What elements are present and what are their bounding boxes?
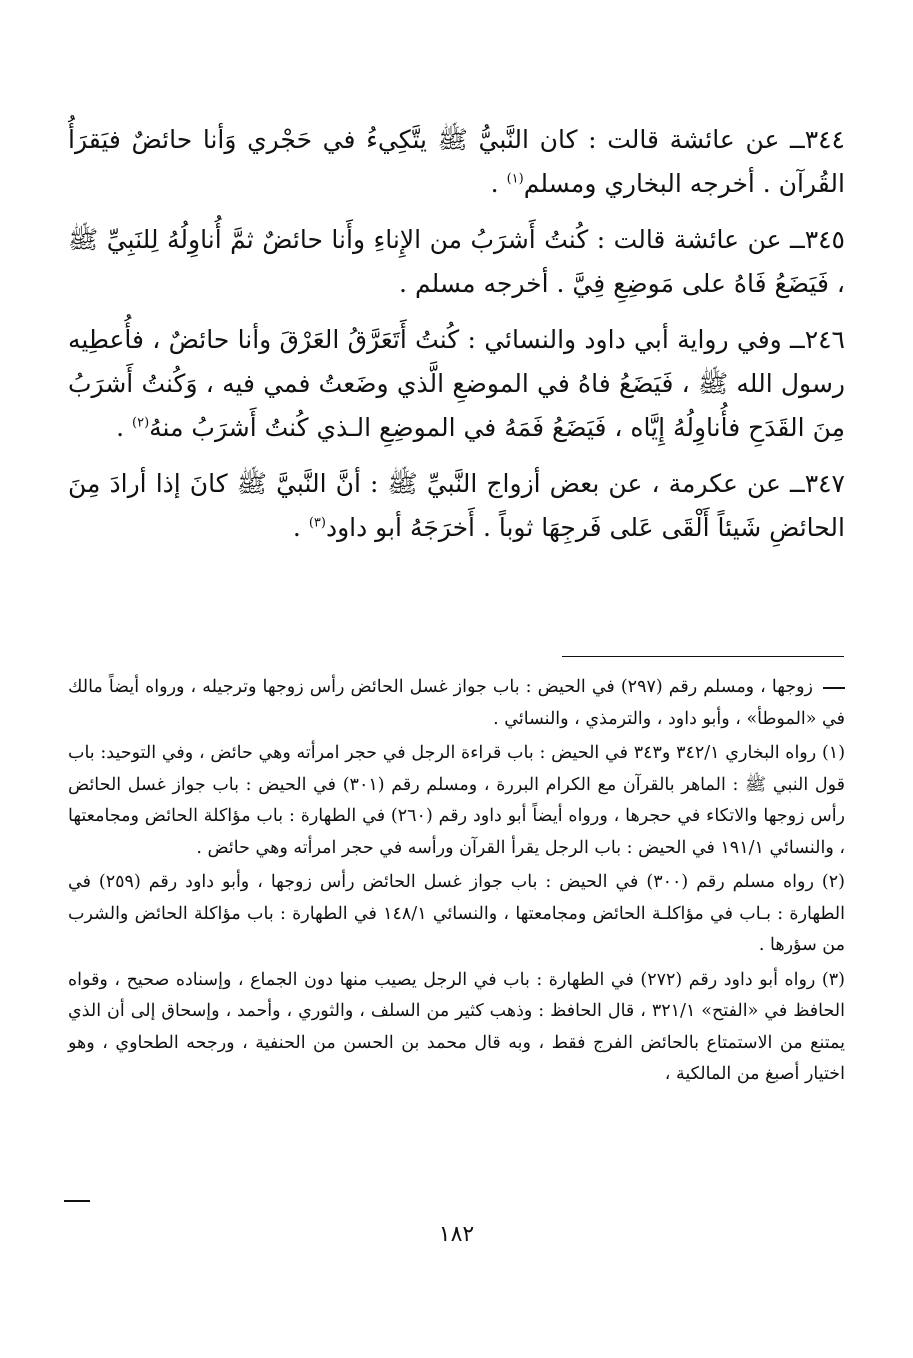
hadith-text: ٣٤٧ــ عن عكرمة ، عن بعض أزواج النَّبيِّ ﷺ : أنَّ النَّبيَّ ﷺ كانَ إذا أرادَ مِنَ الحائضِ شَيئاً أَلْقَى عَلى فَرجِهَا ثوباً . أَخرَجَهُ أبو داود [68,469,845,542]
footnote-marker: (٢) [821,872,845,892]
footnote-reference: (٢) [132,415,150,431]
hadith-text: ٣٤٥ــ عن عائشة قالت : كُنتُ أَشرَبُ من الإِناءِ وأَنا حائضٌ ثمَّ أُناوِلُهُ لِلنَبِيِّ ﷺ ، فَيَضَعُ فَاهُ على مَوضِعِ فِيَّ . أخرجه مسلم . [68,225,845,298]
footnote-text: رواه البخاري ٣٤٢/١ و٣٤٣ في الحيض : باب قراءة الرجل في حجر امرأته وهي حائض ، وفي التوحيد: باب قول النبي ﷺ : الماهر بالقرآن مع الكرام البررة ، ومسلم رقم (٣٠١) في الحيض : باب جواز غسل الحائض رأس زوجها والاتكاء في حجرها ، ورواه أيضاً أبو داود رقم (٢٦٠) في الطهارة : باب مؤاكلة الحائض ومجامعتها ، والنسائي ١٩١/١ في الحيض : باب الرجل يقرأ القرآن ورأسه في حجر امرأته وهي حائض . [68,743,846,858]
hadith-text: ٣٤٤ــ عن عائشة قالت : كان النَّبيُّ ﷺ يتَّكِيءُ في حَجْري وَأنا حائضٌ فيَقرَأُ القُرآن . أخرجه البخاري ومسلم [68,125,845,198]
hadith-345 [68,218,845,306]
footnote-text: رواه مسلم رقم (٣٠٠) في الحيض : باب جواز غسل الحائض رأس زوجها ، وأبو داود رقم (٢٥٩) في الطهارة : بـاب في مؤاكلـة الحائض ومجامعتها ، والنسائي ١٤٨/١ في الطهارة : باب مؤاكلة الحائض والشرب من سؤرها . [68,872,845,955]
footnote-3 [68,965,845,1091]
hadith-tail: . [116,413,132,442]
page-number: ١٨٢ [438,1222,475,1247]
hadith-tail: . [490,169,507,198]
footnote-2 [68,867,845,962]
footnote-text: رواه أبو داود رقم (٢٧٢) في الطهارة : باب في الرجل يصيب منها دون الجماع ، وإسناده صحيح ، وقواه الحافظ في «الفتح» ٣٢١/١ ، قال الحافظ : وذهب كثير من السلف ، والثوري ، وأحمد ، وإسحاق إلى أن الذي يمتنع من الاستمتاع بالحائض الفرج فقط ، وبه قال محمد بن الحسن من الحنفية ، ورجحه الطحاوي ، وهو اختيار أصبغ من المالكية ، [68,969,845,1084]
footnote-reference: (٣) [308,515,326,531]
footnote-reference: (١) [506,171,524,187]
hadith-347 [68,462,845,550]
footnote-marker: (٣) [821,969,845,990]
footnote-text: زوجها ، ومسلم رقم (٢٩٧) في الحيض : باب جواز غسل الحائض رأس زوجها وترجيله ، ورواه أيضاً مالك في «الموطأ» ، وأبو داود ، والترمذي ، والنسائي . [68,677,845,729]
footnote-marker: (١) [821,743,846,763]
continues-arrow-icon [64,1200,90,1202]
hadith-346 [68,318,845,450]
footnote-1 [68,738,845,864]
footnote-continuation [68,672,845,735]
footnotes [68,672,845,1094]
hadith-344 [68,118,845,206]
footnote-separator [562,656,844,657]
hadith-tail: . [292,513,309,542]
continuation-arrow-icon [823,687,845,689]
main-text [68,118,845,562]
hadith-text: ٢٤٦ــ وفي رواية أبي داود والنسائي : كُنتُ أَتَعَرَّقُ العَرْقَ وأنا حائضٌ ، فأُعطِيه رسول الله ﷺ ، فَيَضَعُ فاهُ في الموضعِ الَّذي وضَعتُ فمي فيه ، وَكُنتُ أَشرَبُ مِنَ القَدَحِ فأُناوِلُهُ إِيَّاه ، فَيَضَعُ فَمَهُ في الموضِعِ الـذي كُنتُ أَشرَبُ منهُ [68,325,845,442]
